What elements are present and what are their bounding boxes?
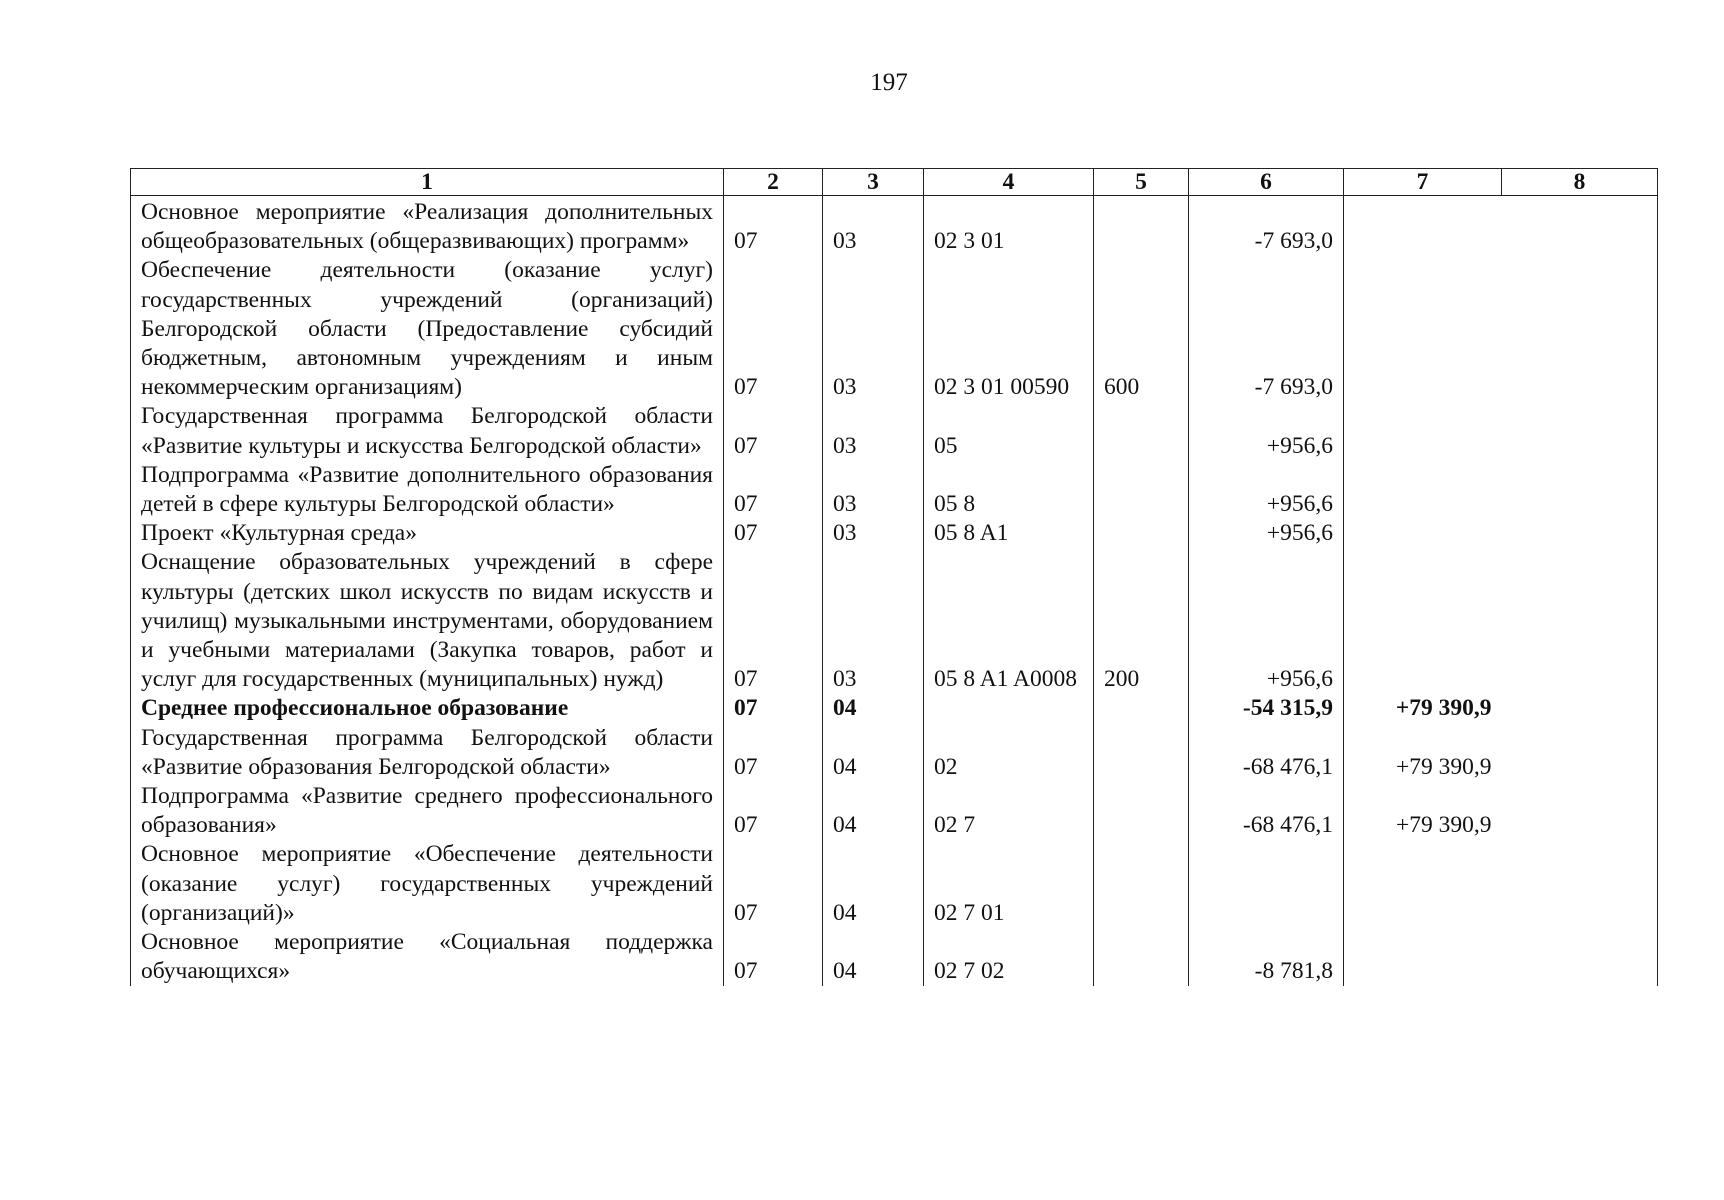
row-name: Государственная программа Белгородской области «Развитие культуры и искусства Белгородской области» <box>131 402 724 460</box>
section-code: 07 <box>724 519 823 548</box>
amount-col-6: +956,6 <box>1189 548 1344 694</box>
amount-col-6: -7 693,0 <box>1189 256 1344 402</box>
amount-col-8 <box>1502 724 1658 782</box>
amount-col-6 <box>1189 840 1344 928</box>
header-row <box>131 169 1658 196</box>
amount-col-7 <box>1344 519 1502 548</box>
expense-type-code: 200 <box>1094 548 1189 694</box>
amount-col-8 <box>1502 519 1658 548</box>
target-article-code: 02 <box>924 724 1094 782</box>
amount-col-8 <box>1502 928 1658 986</box>
amount-col-6: -54 315,9 <box>1189 694 1344 723</box>
amount-col-6: -68 476,1 <box>1189 724 1344 782</box>
table-row <box>131 196 1658 257</box>
target-article-code: 05 8 A1 <box>924 519 1094 548</box>
target-article-code: 02 7 01 <box>924 840 1094 928</box>
subsection-code: 04 <box>823 928 924 986</box>
subsection-code: 03 <box>823 196 924 257</box>
header-col-2: 2 <box>724 169 823 196</box>
expense-type-code <box>1094 461 1189 519</box>
amount-col-8 <box>1502 694 1658 723</box>
amount-col-8 <box>1502 782 1658 840</box>
subsection-code: 04 <box>823 840 924 928</box>
amount-col-6: -7 693,0 <box>1189 196 1344 257</box>
amount-col-7 <box>1344 461 1502 519</box>
table-row <box>131 461 1658 519</box>
header-col-4: 4 <box>924 169 1094 196</box>
expense-type-code <box>1094 782 1189 840</box>
row-name: Основное мероприятие «Реализация дополнительных общеобразовательных (общеразвивающих) программ» <box>131 196 724 257</box>
expense-type-code <box>1094 402 1189 460</box>
amount-col-8 <box>1502 461 1658 519</box>
target-article-code: 02 3 01 00590 <box>924 256 1094 402</box>
expense-type-code <box>1094 724 1189 782</box>
amount-col-7: +79 390,9 <box>1344 782 1502 840</box>
table-row <box>131 402 1658 460</box>
amount-col-7 <box>1344 256 1502 402</box>
section-code: 07 <box>724 196 823 257</box>
amount-col-7 <box>1344 928 1502 986</box>
header-col-1: 1 <box>131 169 724 196</box>
target-article-code: 05 <box>924 402 1094 460</box>
subsection-code: 04 <box>823 694 924 723</box>
amount-col-8 <box>1502 840 1658 928</box>
expense-type-code <box>1094 196 1189 257</box>
amount-col-8 <box>1502 196 1658 257</box>
amount-col-7 <box>1344 402 1502 460</box>
amount-col-6: +956,6 <box>1189 402 1344 460</box>
amount-col-7: +79 390,9 <box>1344 694 1502 723</box>
header-col-8: 8 <box>1502 169 1658 196</box>
amount-col-7 <box>1344 196 1502 257</box>
subsection-code: 04 <box>823 724 924 782</box>
table-row <box>131 519 1658 548</box>
header-col-7: 7 <box>1344 169 1502 196</box>
table-row <box>131 724 1658 782</box>
section-code: 07 <box>724 694 823 723</box>
target-article-code <box>924 694 1094 723</box>
section-code: 07 <box>724 724 823 782</box>
amount-col-6: -68 476,1 <box>1189 782 1344 840</box>
section-code: 07 <box>724 256 823 402</box>
budget-table <box>130 168 1658 986</box>
target-article-code: 02 7 02 <box>924 928 1094 986</box>
subsection-code: 03 <box>823 548 924 694</box>
target-article-code: 02 3 01 <box>924 196 1094 257</box>
section-code: 07 <box>724 402 823 460</box>
section-code: 07 <box>724 840 823 928</box>
header-col-5: 5 <box>1094 169 1189 196</box>
row-name: Среднее профессиональное образование <box>131 694 724 723</box>
target-article-code: 05 8 <box>924 461 1094 519</box>
amount-col-8 <box>1502 548 1658 694</box>
amount-col-8 <box>1502 402 1658 460</box>
table-row <box>131 782 1658 840</box>
table-body <box>131 196 1658 987</box>
expense-type-code <box>1094 840 1189 928</box>
subsection-code: 03 <box>823 461 924 519</box>
amount-col-6: +956,6 <box>1189 461 1344 519</box>
amount-col-7 <box>1344 840 1502 928</box>
subsection-code: 03 <box>823 519 924 548</box>
table-row <box>131 548 1658 694</box>
row-name: Подпрограмма «Развитие среднего профессионального образования» <box>131 782 724 840</box>
subsection-code: 03 <box>823 256 924 402</box>
target-article-code: 02 7 <box>924 782 1094 840</box>
row-name: Основное мероприятие «Социальная поддержка обучающихся» <box>131 928 724 986</box>
amount-col-7: +79 390,9 <box>1344 724 1502 782</box>
expense-type-code <box>1094 519 1189 548</box>
amount-col-7 <box>1344 548 1502 694</box>
row-name: Обеспечение деятельности (оказание услуг) государственных учреждений (организаций) Белгородской области (Предоставление субсидий бюджетным, автономным учреждениям и иным некоммерческим организациям) <box>131 256 724 402</box>
table-row <box>131 256 1658 402</box>
amount-col-6: -8 781,8 <box>1189 928 1344 986</box>
subsection-code: 03 <box>823 402 924 460</box>
section-code: 07 <box>724 548 823 694</box>
expense-type-code <box>1094 928 1189 986</box>
subsection-code: 04 <box>823 782 924 840</box>
table-row <box>131 928 1658 986</box>
amount-col-6: +956,6 <box>1189 519 1344 548</box>
page-number: 197 <box>870 69 908 96</box>
row-name: Подпрограмма «Развитие дополнительного образования детей в сфере культуры Белгородской области» <box>131 461 724 519</box>
header-col-6: 6 <box>1189 169 1344 196</box>
row-name: Проект «Культурная среда» <box>131 519 724 548</box>
expense-type-code <box>1094 694 1189 723</box>
section-code: 07 <box>724 782 823 840</box>
amount-col-8 <box>1502 256 1658 402</box>
section-code: 07 <box>724 928 823 986</box>
target-article-code: 05 8 A1 A0008 <box>924 548 1094 694</box>
expense-type-code: 600 <box>1094 256 1189 402</box>
section-code: 07 <box>724 461 823 519</box>
table-row <box>131 840 1658 928</box>
row-name: Государственная программа Белгородской области «Развитие образования Белгородской области» <box>131 724 724 782</box>
row-name: Оснащение образовательных учреждений в сфере культуры (детских школ искусств по видам искусств и училищ) музыкальными инструментами, оборудованием и учебными материалами (Закупка товаров, работ и услуг для государственных (муниципальных) нужд) <box>131 548 724 694</box>
row-name: Основное мероприятие «Обеспечение деятельности (оказание услуг) государственных учреждений (организаций)» <box>131 840 724 928</box>
header-col-3: 3 <box>823 169 924 196</box>
table-row <box>131 694 1658 723</box>
